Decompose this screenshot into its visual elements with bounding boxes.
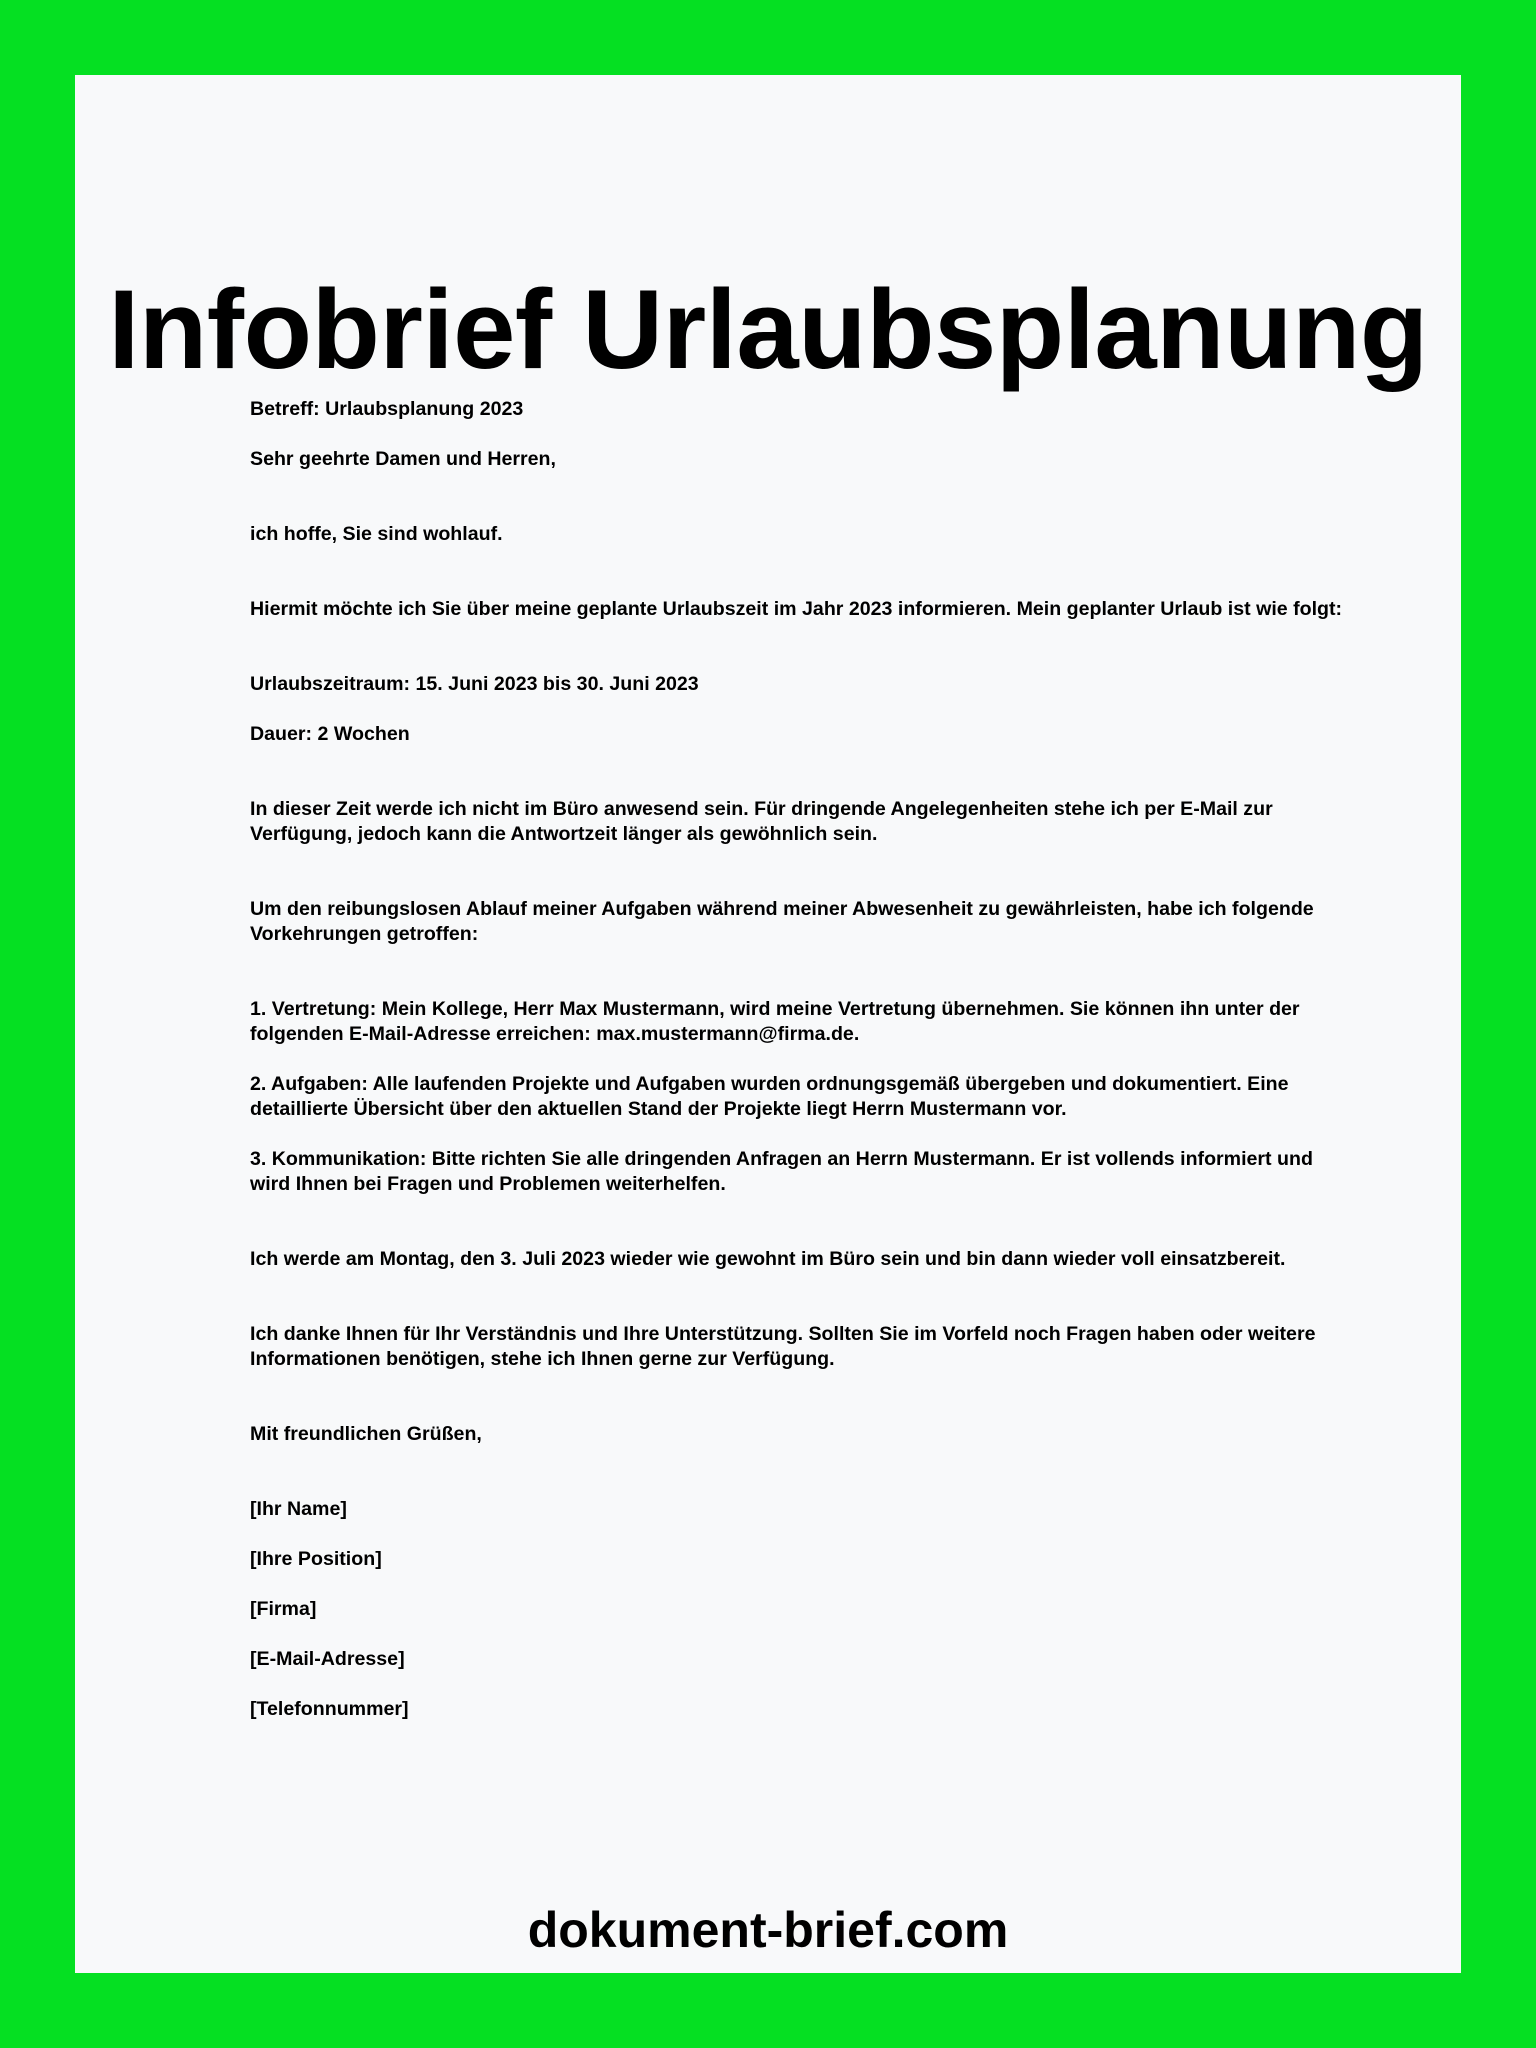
intro-paragraph: Hiermit möchte ich Sie über meine geplante Urlaubszeit im Jahr 2023 informieren. Mein geplanter Urlaub ist wie folgt: xyxy=(250,598,1343,620)
letter-body xyxy=(250,397,1355,1722)
footer-website: dokument-brief.com xyxy=(527,1902,1009,1958)
arrangement-item: 3. Kommunikation: Bitte richten Sie alle dringenden Anfragen an Herrn Mustermann. Er ist vollends informiert und wird Ihnen bei Fragen und Problemen weiterhelfen. xyxy=(250,1148,1313,1195)
signature-name: [Ihr Name] xyxy=(250,1498,347,1520)
arrangement-item: 1. Vertretung: Mein Kollege, Herr Max Mustermann, wird meine Vertretung übernehmen. Sie können ihn unter der folgenden E-Mail-Adresse erreichen: max.mustermann@firma.de. xyxy=(250,998,1300,1045)
arrangements-intro: Um den reibungslosen Ablauf meiner Aufgaben während meiner Abwesenheit zu gewährleisten, habe ich folgende Vorkehrungen getroffen: xyxy=(250,898,1314,945)
document-title: Infobrief Urlaubsplanung xyxy=(108,267,1428,392)
thanks-paragraph: Ich danke Ihnen für Ihr Verständnis und Ihre Unterstützung. Sollten Sie im Vorfeld noch Fragen haben oder weitere Informationen benötigen, stehe ich Ihnen gerne zur Verfügung. xyxy=(250,1323,1316,1370)
greeting-line: ich hoffe, Sie sind wohlauf. xyxy=(250,523,503,545)
arrangement-item: 2. Aufgaben: Alle laufenden Projekte und Aufgaben wurden ordnungsgemäß übergeben und dokumentiert. Eine detaillierte Übersicht über den aktuellen Stand der Projekte liegt Herrn Mustermann vor. xyxy=(250,1073,1289,1120)
signature-email: [E-Mail-Adresse] xyxy=(250,1648,405,1670)
salutation: Sehr geehrte Damen und Herren, xyxy=(250,448,556,470)
signature-position: [Ihre Position] xyxy=(250,1548,382,1570)
closing-line: Mit freundlichen Grüßen, xyxy=(250,1423,482,1445)
vacation-period: Urlaubszeitraum: 15. Juni 2023 bis 30. Juni 2023 xyxy=(250,673,699,695)
signature-phone: [Telefonnummer] xyxy=(250,1698,409,1720)
vacation-duration: Dauer: 2 Wochen xyxy=(250,723,410,745)
letter-page xyxy=(75,75,1461,1973)
return-paragraph: Ich werde am Montag, den 3. Juli 2023 wieder wie gewohnt im Büro sein und bin dann wieder voll einsatzbereit. xyxy=(250,1248,1286,1270)
absence-paragraph: In dieser Zeit werde ich nicht im Büro anwesend sein. Für dringende Angelegenheiten stehe ich per E-Mail zur Verfügung, jedoch kann die Antwortzeit länger als gewöhnlich sein. xyxy=(250,798,1273,845)
signature-company: [Firma] xyxy=(250,1598,317,1620)
subject-line: Betreff: Urlaubsplanung 2023 xyxy=(250,398,524,420)
